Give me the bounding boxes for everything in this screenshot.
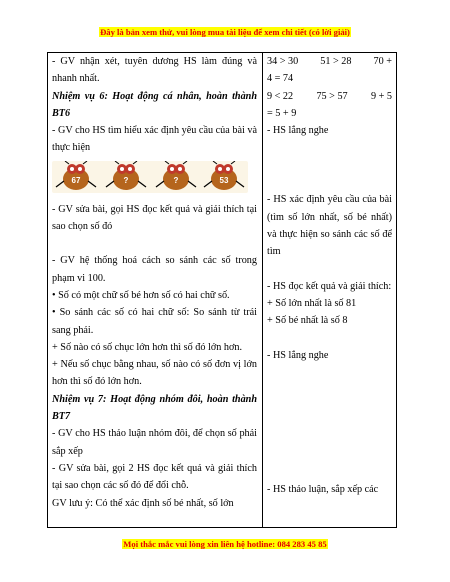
comparison-item: 9 < 22 [267,90,294,102]
comparison-row-2 [267,88,392,105]
task7-heading: Nhiệm vụ 7: Hoạt động nhóm đôi, hoàn thành BT7 [52,393,257,423]
spacer [267,261,392,278]
comparison-item: 51 > 28 [320,56,352,67]
rule-two-digit: • So sánh các số có hai chữ số: So sánh từ trái sang phải. [52,307,257,336]
student-listen-1: - HS lắng nghe [267,125,329,137]
teacher-activities-column [52,53,257,512]
comparison-item: 9 + 5 [370,90,392,102]
rule-one-digit: • Số có một chữ số bé hơn số có hai chữ số. [52,289,230,301]
largest-number: + Số lớn nhất là số 81 [267,297,357,309]
preview-notice-text: Đây là bản xem thử, vui lòng mua tài liệu để xem chi tiết (có lời giải) [100,27,350,37]
teacher-praise-line: - GV nhận xét, tuyên dương HS làm đúng và nhanh nhất. [52,56,257,85]
preview-notice-banner [0,27,450,37]
comparison-row-2-cont: = 5 + 9 [267,107,297,119]
comparison-row-1 [267,53,392,70]
contact-footer-text: Mọi thắc mắc vui lòng xin liên hệ hotline: 084 283 45 85 [123,539,327,549]
lesson-table [47,52,397,528]
spacer [52,235,257,252]
comparison-item: 34 > 30 [267,56,299,67]
task7-instruction: - GV cho HS thảo luận nhóm đôi, để chọn số phải sắp xếp [52,428,257,457]
comparison-item: 70 + [373,56,392,67]
student-identify-task: - HS xác định yêu cầu của bài (tìm số lớn nhất, số bé nhất) và thực hiện so sánh các số để tìm [267,194,392,258]
rule-units: + Nếu số chục bằng nhau, số nào có số đơn vị lớn hơn thì số đó lớn hơn. [52,359,257,388]
contact-footer-banner [0,539,450,549]
student-read-results: - HS đọc kết quả và giải thích: [267,280,392,292]
ant-number-4: 53 [219,175,229,185]
comparison-row-1-cont: 4 = 74 [267,73,294,85]
comparison-item: 75 > 57 [316,90,348,102]
ants-illustration [52,161,248,193]
spacer [267,364,392,481]
ants-image [52,161,248,193]
task6-correction: - GV sửa bài, gọi HS đọc kết quả và giải thích tại sao chọn số đó [52,203,257,233]
task6-instruction: - GV cho HS tìm hiểu xác định yêu cầu của bài và thực hiện [52,125,257,154]
student-discuss: - HS thảo luận, sắp xếp các [267,483,379,495]
rule-tens: + Số nào có số chục lớn hơn thì số đó lớn hơn. [52,341,243,353]
spacer [267,139,392,191]
teacher-note: GV lưu ý: Có thể xác định số bé nhất, số lớn [52,497,234,509]
student-activities-column [267,53,392,498]
student-listen-2: - HS lắng nghe [267,349,329,361]
task7-correction: - GV sửa bài, gọi 2 HS đọc kết quả và giải thích tại sao chọn các số đó để đổi chỗ. [52,462,257,492]
task6-heading: Nhiệm vụ 6: Hoạt động cá nhân, hoàn thành BT6 [52,90,257,119]
smallest-number: + Số bé nhất là số 8 [267,315,348,327]
ant-number-3: ? [173,175,179,185]
compare-summary: - GV hệ thống hoá cách so sánh các số trong phạm vi 100. [52,255,257,284]
ant-number-1: 67 [71,175,81,185]
column-divider [262,53,263,527]
ant-number-2: ? [123,175,129,185]
spacer [267,330,392,347]
